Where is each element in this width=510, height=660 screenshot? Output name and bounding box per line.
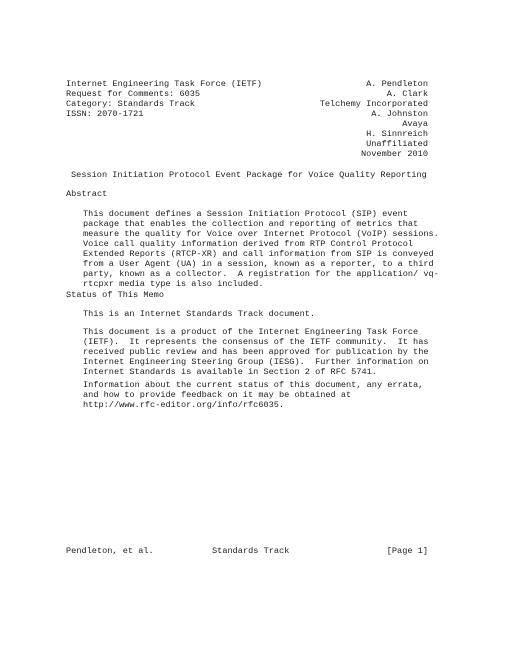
header-affiliation-3: Unaffiliated	[366, 139, 428, 149]
paragraph-line: Extended Reports (RTCP-XR) and call information from SIP is conveyed	[83, 249, 434, 259]
header-date: November 2010	[360, 149, 428, 159]
header-author-1: A. Pendleton	[366, 79, 428, 89]
paragraph-line: party, known as a collector. A registration for the application/ vq-	[83, 269, 439, 279]
paragraph-line: This document is a product of the Internet Engineering Task Force	[83, 327, 419, 337]
header-row	[66, 109, 428, 119]
header-row	[66, 89, 428, 99]
paragraph-line: received public review and has been approved for publication by the	[83, 347, 429, 357]
status-heading: Status of This Memo	[66, 290, 164, 300]
footer-category: Standards Track	[212, 546, 290, 556]
abstract-heading: Abstract	[66, 189, 108, 199]
paragraph-line: measure the quality for Voice over Internet Protocol (VoIP) sessions.	[83, 229, 439, 239]
header-author-4: H. Sinnreich	[366, 129, 428, 139]
footer-authors: Pendleton, et al.	[66, 546, 154, 556]
header-row	[66, 79, 428, 89]
status-paragraph-2	[83, 327, 433, 377]
paragraph-line: (IETF). It represents the consensus of the IETF community. It has	[83, 337, 429, 347]
header-author-2: A. Clark	[386, 89, 428, 99]
header-category: Category: Standards Track	[66, 99, 195, 109]
status-paragraph-3	[83, 380, 433, 410]
header-author-3: A. Johnston	[371, 109, 428, 119]
paragraph-line: package that enables the collection and reporting of metrics that	[83, 219, 419, 229]
paragraph-line: Information about the current status of this document, any errata,	[83, 380, 424, 390]
header-affiliation-1: Telchemy Incorporated	[319, 99, 428, 109]
status-paragraph-1	[83, 309, 433, 319]
paragraph-line: This is an Internet Standards Track document.	[83, 309, 316, 319]
paragraph-line: and how to provide feedback on it may be obtained at	[83, 390, 352, 400]
paragraph-line: Voice call quality information derived from RTP Control Protocol	[83, 239, 414, 249]
header-organization: Internet Engineering Task Force (IETF)	[66, 79, 262, 89]
abstract-paragraph	[83, 209, 439, 289]
header-row	[66, 99, 428, 109]
document-title: Session Initiation Protocol Event Package for Voice Quality Reporting	[71, 170, 427, 180]
paragraph-line: Internet Standards is available in Section 2 of RFC 5741.	[83, 367, 377, 377]
paragraph-line: rtcpxr media type is also included.	[83, 279, 264, 289]
header-issn: ISSN: 2070-1721	[66, 109, 144, 119]
header-row	[66, 129, 428, 139]
header-row	[66, 149, 428, 159]
header-row	[66, 119, 428, 129]
document-header	[66, 79, 428, 159]
footer-page-number: [Page 1]	[386, 546, 428, 556]
header-affiliation-2: Avaya	[402, 119, 428, 129]
header-row	[66, 139, 428, 149]
paragraph-line: http://www.rfc-editor.org/info/rfc6035.	[83, 400, 285, 410]
page-footer	[66, 546, 428, 556]
paragraph-line: from a User Agent (UA) in a session, known as a reporter, to a third	[83, 259, 434, 269]
header-rfc-number: Request for Comments: 6035	[66, 89, 201, 99]
paragraph-line: Internet Engineering Steering Group (IESG). Further information on	[83, 357, 429, 367]
paragraph-line: This document defines a Session Initiation Protocol (SIP) event	[83, 209, 408, 219]
